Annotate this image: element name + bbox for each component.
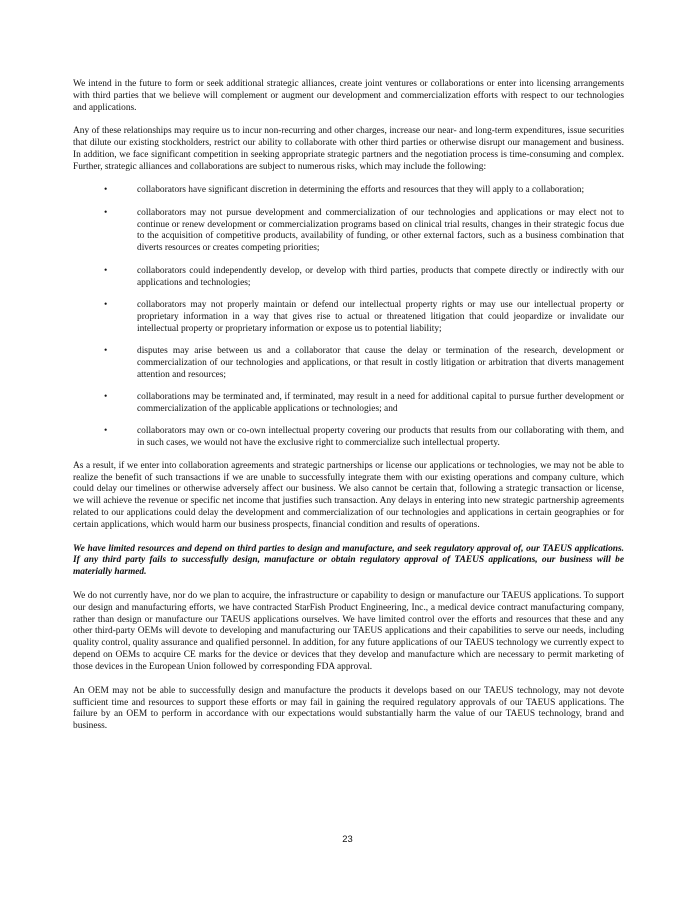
list-item [73,392,624,416]
paragraph-strategic-alliances: We intend in the future to form or seek additional strategic alliances, create joint ventures or collaborations or enter into licensing arrangements with third parties that we believe will complement or augment our development and commercialization efforts with respect to our technologies and applications. [73,79,624,113]
list-item [73,300,624,336]
bullet-text: collaborators may not properly maintain or defend our intellectual property rights or may use our intellectual property or proprietary information in a way that gives rise to actual or threatened litigation that could jeopardize or invalidate our intellectual property or proprietary information or expose us to potential liability; [137,299,624,334]
bullet-icon: • [104,426,108,437]
bullet-text: collaborators have significant discretion in determining the efforts and resources that they will apply to a collaboration; [137,185,585,196]
bullet-icon: • [104,185,108,196]
bullet-icon: • [104,299,108,310]
page-number: 23 [342,833,353,844]
list-item [73,346,624,382]
list-item [73,266,624,290]
document-body [73,79,624,745]
bullet-icon: • [104,345,108,356]
bullet-text: collaborators could independently develop, or develop with third parties, products that compete directly or indirectly with our applications and technologies; [137,265,624,288]
bullet-text: disputes may arise between us and a collaborator that cause the delay or termination of the research, development or commercialization of our technologies and applications, or that result in costly litigation or arbitration that diverts management attention and resources; [137,345,624,380]
list-item [73,208,624,256]
bullet-icon: • [104,207,108,218]
paragraph-oem-risk: An OEM may not be able to successfully design and manufacture the products it develops based on our TAEUS technology, may not devote sufficient time and resources to support these efforts or may fail in gaining the required regulatory approvals of our TAEUS applications. The failure by an OEM to perform in accordance with our expectations would substantially harm the value of our TAEUS technology, brand and business. [73,685,624,732]
bullet-icon: • [104,392,108,403]
risk-bullet-list [73,185,624,450]
bullet-icon: • [104,265,108,276]
paragraph-relationship-risks: Any of these relationships may require us to incur non-recurring and other charges, increase our near- and long-term expenditures, issue securities that dilute our existing stockholders, restrict our ability to collaborate with other third parties or otherwise disrupt our management and business. In addition, we face significant competition in seeking appropriate strategic partners and the negotiation process is time-consuming and complex. Further, strategic alliances and collaborations are subject to numerous risks, which may include the following: [73,126,624,172]
bullet-text: collaborators may own or co-own intellectual property covering our products that results from our collaborating with them, and in such cases, we would not have the exclusive right to commercialize such intellectual property. [137,426,624,449]
paragraph-manufacturing: We do not currently have, nor do we plan to acquire, the infrastructure or capability to design or manufacture our TAEUS applications. To support our design and manufacturing efforts, we have contracted StarFish Product Engineering, Inc., a medical device contract manufacturing company, rather than design or manufacture our TAEUS applications ourselves. We have limited control over the efforts and resources that these and any other third-party OEMs will devote to developing and manufacturing our TAEUS applications and their capabilities to serve our needs, including quality control, quality assurance and qualified personnel. In addition, for any future applications of our TAEUS technology we currently expect to depend on OEMs to acquire CE marks for the device or devices that they develop and manufacture which are necessary to permit marketing of those devices in the European Union followed by corresponding FDA approval. [73,590,624,673]
bullet-text: collaborations may be terminated and, if terminated, may result in a need for additional capital to pursue further development or commercialization of the applicable applications or technologies; and [137,392,624,414]
list-item [73,185,624,197]
paragraph-collaboration-outcome: As a result, if we enter into collaboration agreements and strategic partnerships or license our applications or technologies, we may not be able to realize the benefit of such transactions if we are unable to successfully integrate them with our existing operations and company culture, which could delay our timelines or otherwise adversely affect our business. We also cannot be certain that, following a strategic transaction or license, we will achieve the revenue or specific net income that justifies such transaction. Any delays in entering into new strategic partnership agreements related to our applications could delay the development and commercialization of our technologies and applications in certain geographies or for certain applications, which would harm our business prospects, financial condition and results of operations. [73,460,624,531]
bullet-text: collaborators may not pursue development and commercialization of our technologies and applications or may elect not to continue or renew development or commercialization programs based on clinical trial results, changes in their strategic focus due to the acquisition of competitive products, availability of funding, or other external factors, such as a business combination that diverts resources or creates competing priorities; [137,207,624,254]
list-item [73,426,624,450]
risk-factor-heading: We have limited resources and depend on third parties to design and manufacture, and seek regulatory approval of, our TAEUS applications. If any third party fails to successfully design, manufacture or obtain regulatory approval of TAEUS applications, our business will be materially harmed. [73,543,624,578]
